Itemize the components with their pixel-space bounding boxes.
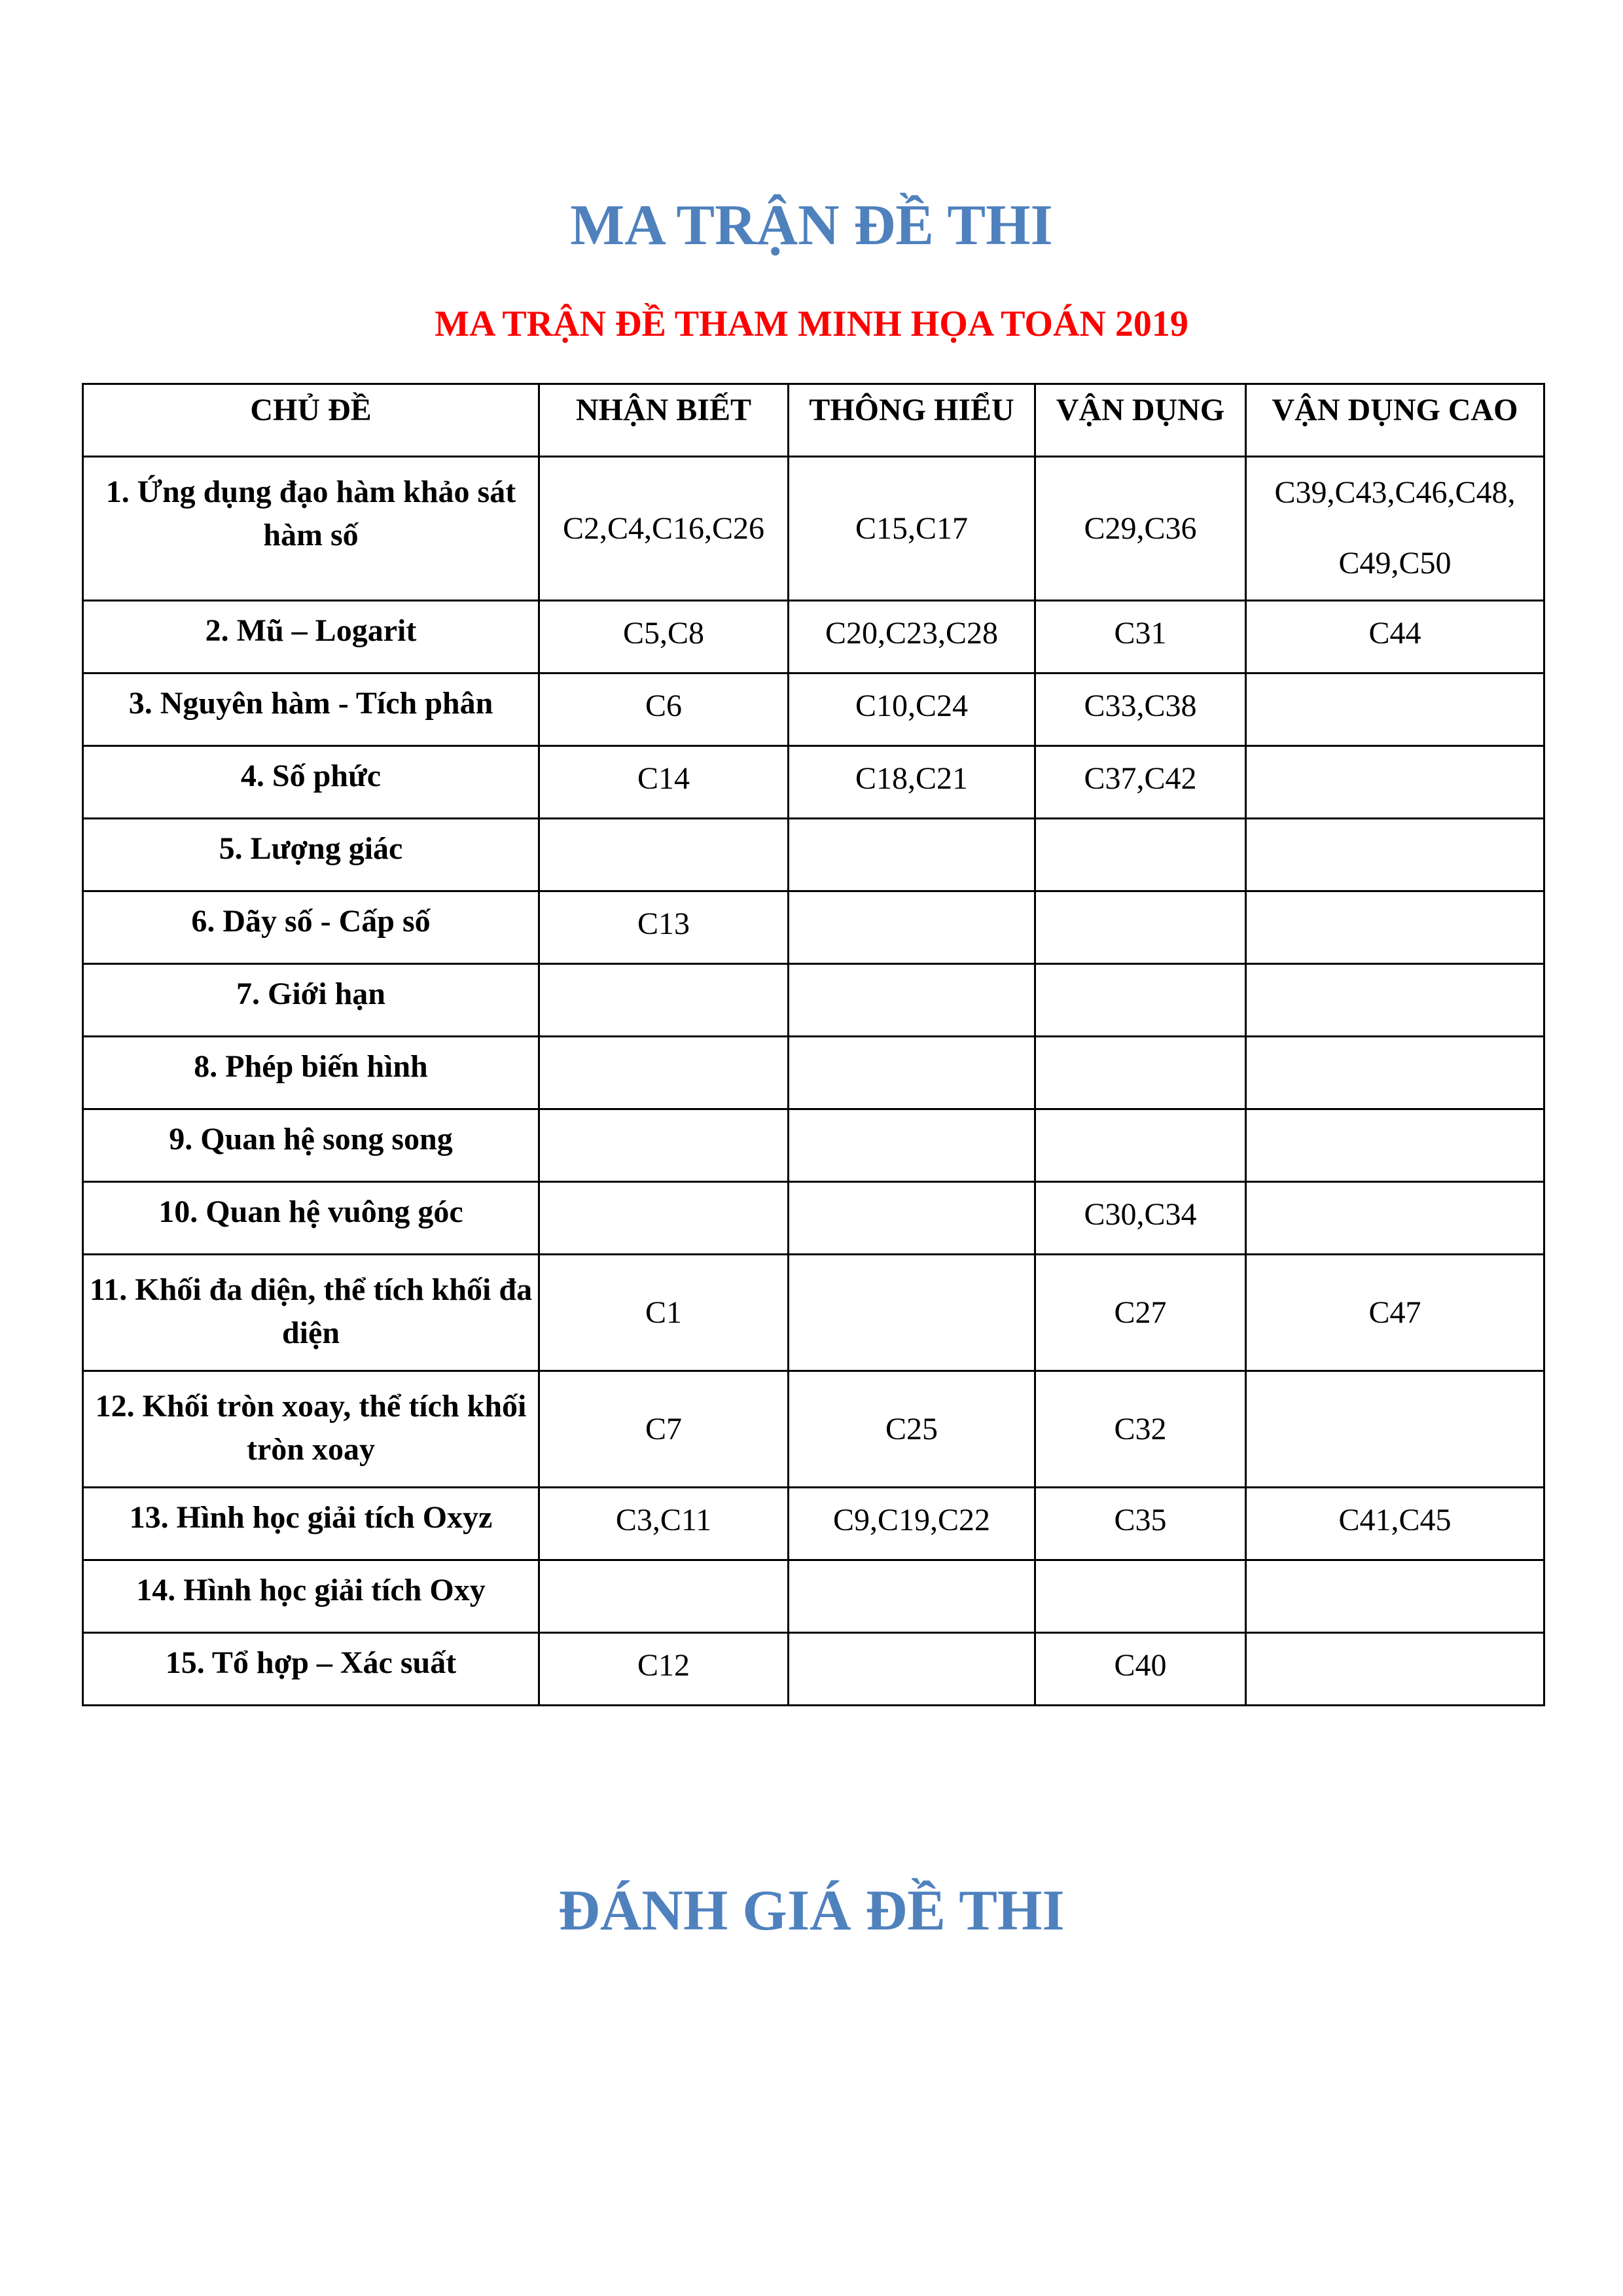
topic-cell: 13. Hình học giải tích Oxyz — [83, 1488, 539, 1560]
topic-cell: 1. Ứng dụng đạo hàm khảo sát hàm số — [83, 457, 539, 601]
topic-cell: 12. Khối tròn xoay, thể tích khối tròn xoay — [83, 1371, 539, 1488]
van-dung-cao-cell — [1246, 1037, 1544, 1109]
table-row — [83, 1371, 1544, 1488]
thong-hieu-cell — [789, 1037, 1035, 1109]
nhan-biet-cell: C3,C11 — [539, 1488, 789, 1560]
thong-hieu-cell: C25 — [789, 1371, 1035, 1488]
nhan-biet-cell: C14 — [539, 746, 789, 819]
van-dung-cell — [1035, 1560, 1246, 1633]
topic-cell: 6. Dãy số - Cấp số — [83, 891, 539, 964]
thong-hieu-cell — [789, 1109, 1035, 1182]
nhan-biet-cell — [539, 964, 789, 1037]
topic-cell: 9. Quan hệ song song — [83, 1109, 539, 1182]
thong-hieu-cell — [789, 891, 1035, 964]
thong-hieu-cell — [789, 964, 1035, 1037]
van-dung-cell — [1035, 1109, 1246, 1182]
van-dung-cao-cell — [1246, 964, 1544, 1037]
topic-cell: 3. Nguyên hàm - Tích phân — [83, 673, 539, 746]
van-dung-cell: C37,C42 — [1035, 746, 1246, 819]
section-title-evaluation: ĐÁNH GIÁ ĐỀ THI — [558, 1879, 1065, 1943]
exam-matrix-table — [82, 383, 1545, 1706]
van-dung-cell: C40 — [1035, 1633, 1246, 1706]
nhan-biet-cell — [539, 1560, 789, 1633]
van-dung-cell: C30,C34 — [1035, 1182, 1246, 1255]
table-header-row — [83, 384, 1544, 457]
thong-hieu-cell — [789, 1633, 1035, 1706]
table-row — [83, 819, 1544, 891]
van-dung-cao-cell — [1246, 819, 1544, 891]
topic-cell: 5. Lượng giác — [83, 819, 539, 891]
table-row — [83, 891, 1544, 964]
nhan-biet-cell: C1 — [539, 1255, 789, 1371]
van-dung-cao-cell: C47 — [1246, 1255, 1544, 1371]
van-dung-cell: C29,C36 — [1035, 457, 1246, 601]
van-dung-cell — [1035, 1037, 1246, 1109]
table-row — [83, 601, 1544, 673]
van-dung-cao-cell — [1246, 1109, 1544, 1182]
thong-hieu-cell: C15,C17 — [789, 457, 1035, 601]
nhan-biet-cell — [539, 1037, 789, 1109]
topic-cell: 2. Mũ – Logarit — [83, 601, 539, 673]
table-row — [83, 1488, 1544, 1560]
van-dung-cao-cell — [1246, 891, 1544, 964]
topic-cell: 14. Hình học giải tích Oxy — [83, 1560, 539, 1633]
thong-hieu-cell: C10,C24 — [789, 673, 1035, 746]
nhan-biet-cell: C13 — [539, 891, 789, 964]
nhan-biet-cell — [539, 1182, 789, 1255]
nhan-biet-cell — [539, 1109, 789, 1182]
van-dung-cell — [1035, 964, 1246, 1037]
header-van-dung-cao: VẬN DỤNG CAO — [1246, 384, 1544, 457]
van-dung-cell: C35 — [1035, 1488, 1246, 1560]
topic-cell: 11. Khối đa diện, thể tích khối đa diện — [83, 1255, 539, 1371]
table-row — [83, 1560, 1544, 1633]
table-row — [83, 964, 1544, 1037]
van-dung-cell: C27 — [1035, 1255, 1246, 1371]
topic-cell: 4. Số phức — [83, 746, 539, 819]
van-dung-cao-cell — [1246, 1371, 1544, 1488]
nhan-biet-cell: C2,C4,C16,C26 — [539, 457, 789, 601]
van-dung-cell — [1035, 819, 1246, 891]
topic-cell: 10. Quan hệ vuông góc — [83, 1182, 539, 1255]
van-dung-cao-cell: C39,C43,C46,C48, C49,C50 — [1246, 457, 1544, 601]
nhan-biet-cell — [539, 819, 789, 891]
thong-hieu-cell — [789, 819, 1035, 891]
page-title: MA TRẬN ĐỀ THI — [570, 194, 1053, 257]
table-row — [83, 1633, 1544, 1706]
nhan-biet-cell: C12 — [539, 1633, 789, 1706]
header-thong-hieu: THÔNG HIỂU — [789, 384, 1035, 457]
van-dung-cao-cell — [1246, 746, 1544, 819]
thong-hieu-cell: C18,C21 — [789, 746, 1035, 819]
nhan-biet-cell: C7 — [539, 1371, 789, 1488]
thong-hieu-cell — [789, 1560, 1035, 1633]
van-dung-cell: C33,C38 — [1035, 673, 1246, 746]
table-row — [83, 673, 1544, 746]
nhan-biet-cell: C6 — [539, 673, 789, 746]
thong-hieu-cell — [789, 1255, 1035, 1371]
table-row — [83, 746, 1544, 819]
thong-hieu-cell — [789, 1182, 1035, 1255]
van-dung-cao-cell — [1246, 1182, 1544, 1255]
table-row — [83, 1037, 1544, 1109]
header-topic: CHỦ ĐỀ — [83, 384, 539, 457]
thong-hieu-cell: C20,C23,C28 — [789, 601, 1035, 673]
thong-hieu-cell: C9,C19,C22 — [789, 1488, 1035, 1560]
van-dung-cao-cell — [1246, 1633, 1544, 1706]
van-dung-cell — [1035, 891, 1246, 964]
table-row — [83, 1255, 1544, 1371]
table-row — [83, 457, 1544, 601]
page-subtitle: MA TRẬN ĐỀ THAM MINH HỌA TOÁN 2019 — [435, 304, 1188, 344]
table-row — [83, 1182, 1544, 1255]
van-dung-cao-cell: C44 — [1246, 601, 1544, 673]
topic-cell: 8. Phép biến hình — [83, 1037, 539, 1109]
van-dung-cell: C31 — [1035, 601, 1246, 673]
van-dung-cao-cell: C41,C45 — [1246, 1488, 1544, 1560]
van-dung-cao-cell — [1246, 673, 1544, 746]
table-row — [83, 1109, 1544, 1182]
topic-cell: 7. Giới hạn — [83, 964, 539, 1037]
nhan-biet-cell: C5,C8 — [539, 601, 789, 673]
header-nhan-biet: NHẬN BIẾT — [539, 384, 789, 457]
van-dung-cell: C32 — [1035, 1371, 1246, 1488]
topic-cell: 15. Tổ hợp – Xác suất — [83, 1633, 539, 1706]
van-dung-cao-cell — [1246, 1560, 1544, 1633]
header-van-dung: VẬN DỤNG — [1035, 384, 1246, 457]
